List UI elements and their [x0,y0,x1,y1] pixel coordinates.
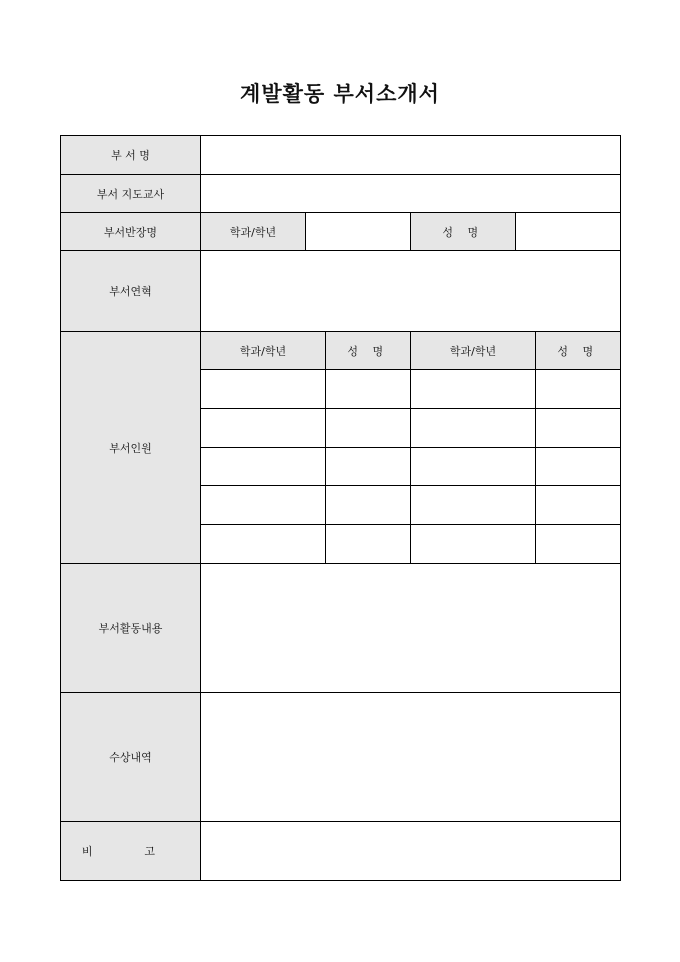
members-header-name-1: 성 명 [326,332,411,370]
members-header-dept-year-2: 학과/학년 [411,332,536,370]
leader-dept-year-label: 학과/학년 [201,213,306,251]
activities-row [61,564,621,693]
members-label: 부서인원 [61,332,201,564]
remarks-label: 비 고 [61,822,201,881]
leader-name-label: 성 명 [411,213,516,251]
history-field[interactable] [201,251,621,332]
advisor-row [61,175,621,213]
member-name-cell[interactable] [326,448,411,486]
dept-name-field[interactable] [201,136,621,175]
awards-row [61,693,621,822]
advisor-field[interactable] [201,175,621,213]
member-name-cell[interactable] [326,409,411,448]
member-dept-year-cell[interactable] [411,370,536,409]
dept-name-row [61,136,621,175]
leader-row [61,213,621,251]
history-row [61,251,621,332]
members-header-row [61,332,621,370]
member-dept-year-cell[interactable] [201,486,326,525]
member-dept-year-cell[interactable] [201,525,326,564]
members-header-name-2: 성 명 [536,332,621,370]
history-label: 부서연혁 [61,251,201,332]
dept-name-label: 부 서 명 [61,136,201,175]
member-dept-year-cell[interactable] [411,448,536,486]
members-header-dept-year-1: 학과/학년 [201,332,326,370]
advisor-label: 부서 지도교사 [61,175,201,213]
remarks-row [61,822,621,881]
member-dept-year-cell[interactable] [411,486,536,525]
activities-field[interactable] [201,564,621,693]
leader-label: 부서반장명 [61,213,201,251]
awards-field[interactable] [201,693,621,822]
member-name-cell[interactable] [326,486,411,525]
awards-label: 수상내역 [61,693,201,822]
member-name-cell[interactable] [326,525,411,564]
member-dept-year-cell[interactable] [201,409,326,448]
member-dept-year-cell[interactable] [201,370,326,409]
leader-dept-year-field[interactable] [306,213,411,251]
leader-name-field[interactable] [516,213,621,251]
member-name-cell[interactable] [536,525,621,564]
member-name-cell[interactable] [536,370,621,409]
activities-label: 부서활동내용 [61,564,201,693]
member-name-cell[interactable] [326,370,411,409]
club-intro-form [60,135,621,881]
member-name-cell[interactable] [536,486,621,525]
member-dept-year-cell[interactable] [411,409,536,448]
document-title: 계발활동 부서소개서 [240,81,440,106]
member-name-cell[interactable] [536,409,621,448]
member-name-cell[interactable] [536,448,621,486]
remarks-field[interactable] [201,822,621,881]
member-dept-year-cell[interactable] [201,448,326,486]
member-dept-year-cell[interactable] [411,525,536,564]
